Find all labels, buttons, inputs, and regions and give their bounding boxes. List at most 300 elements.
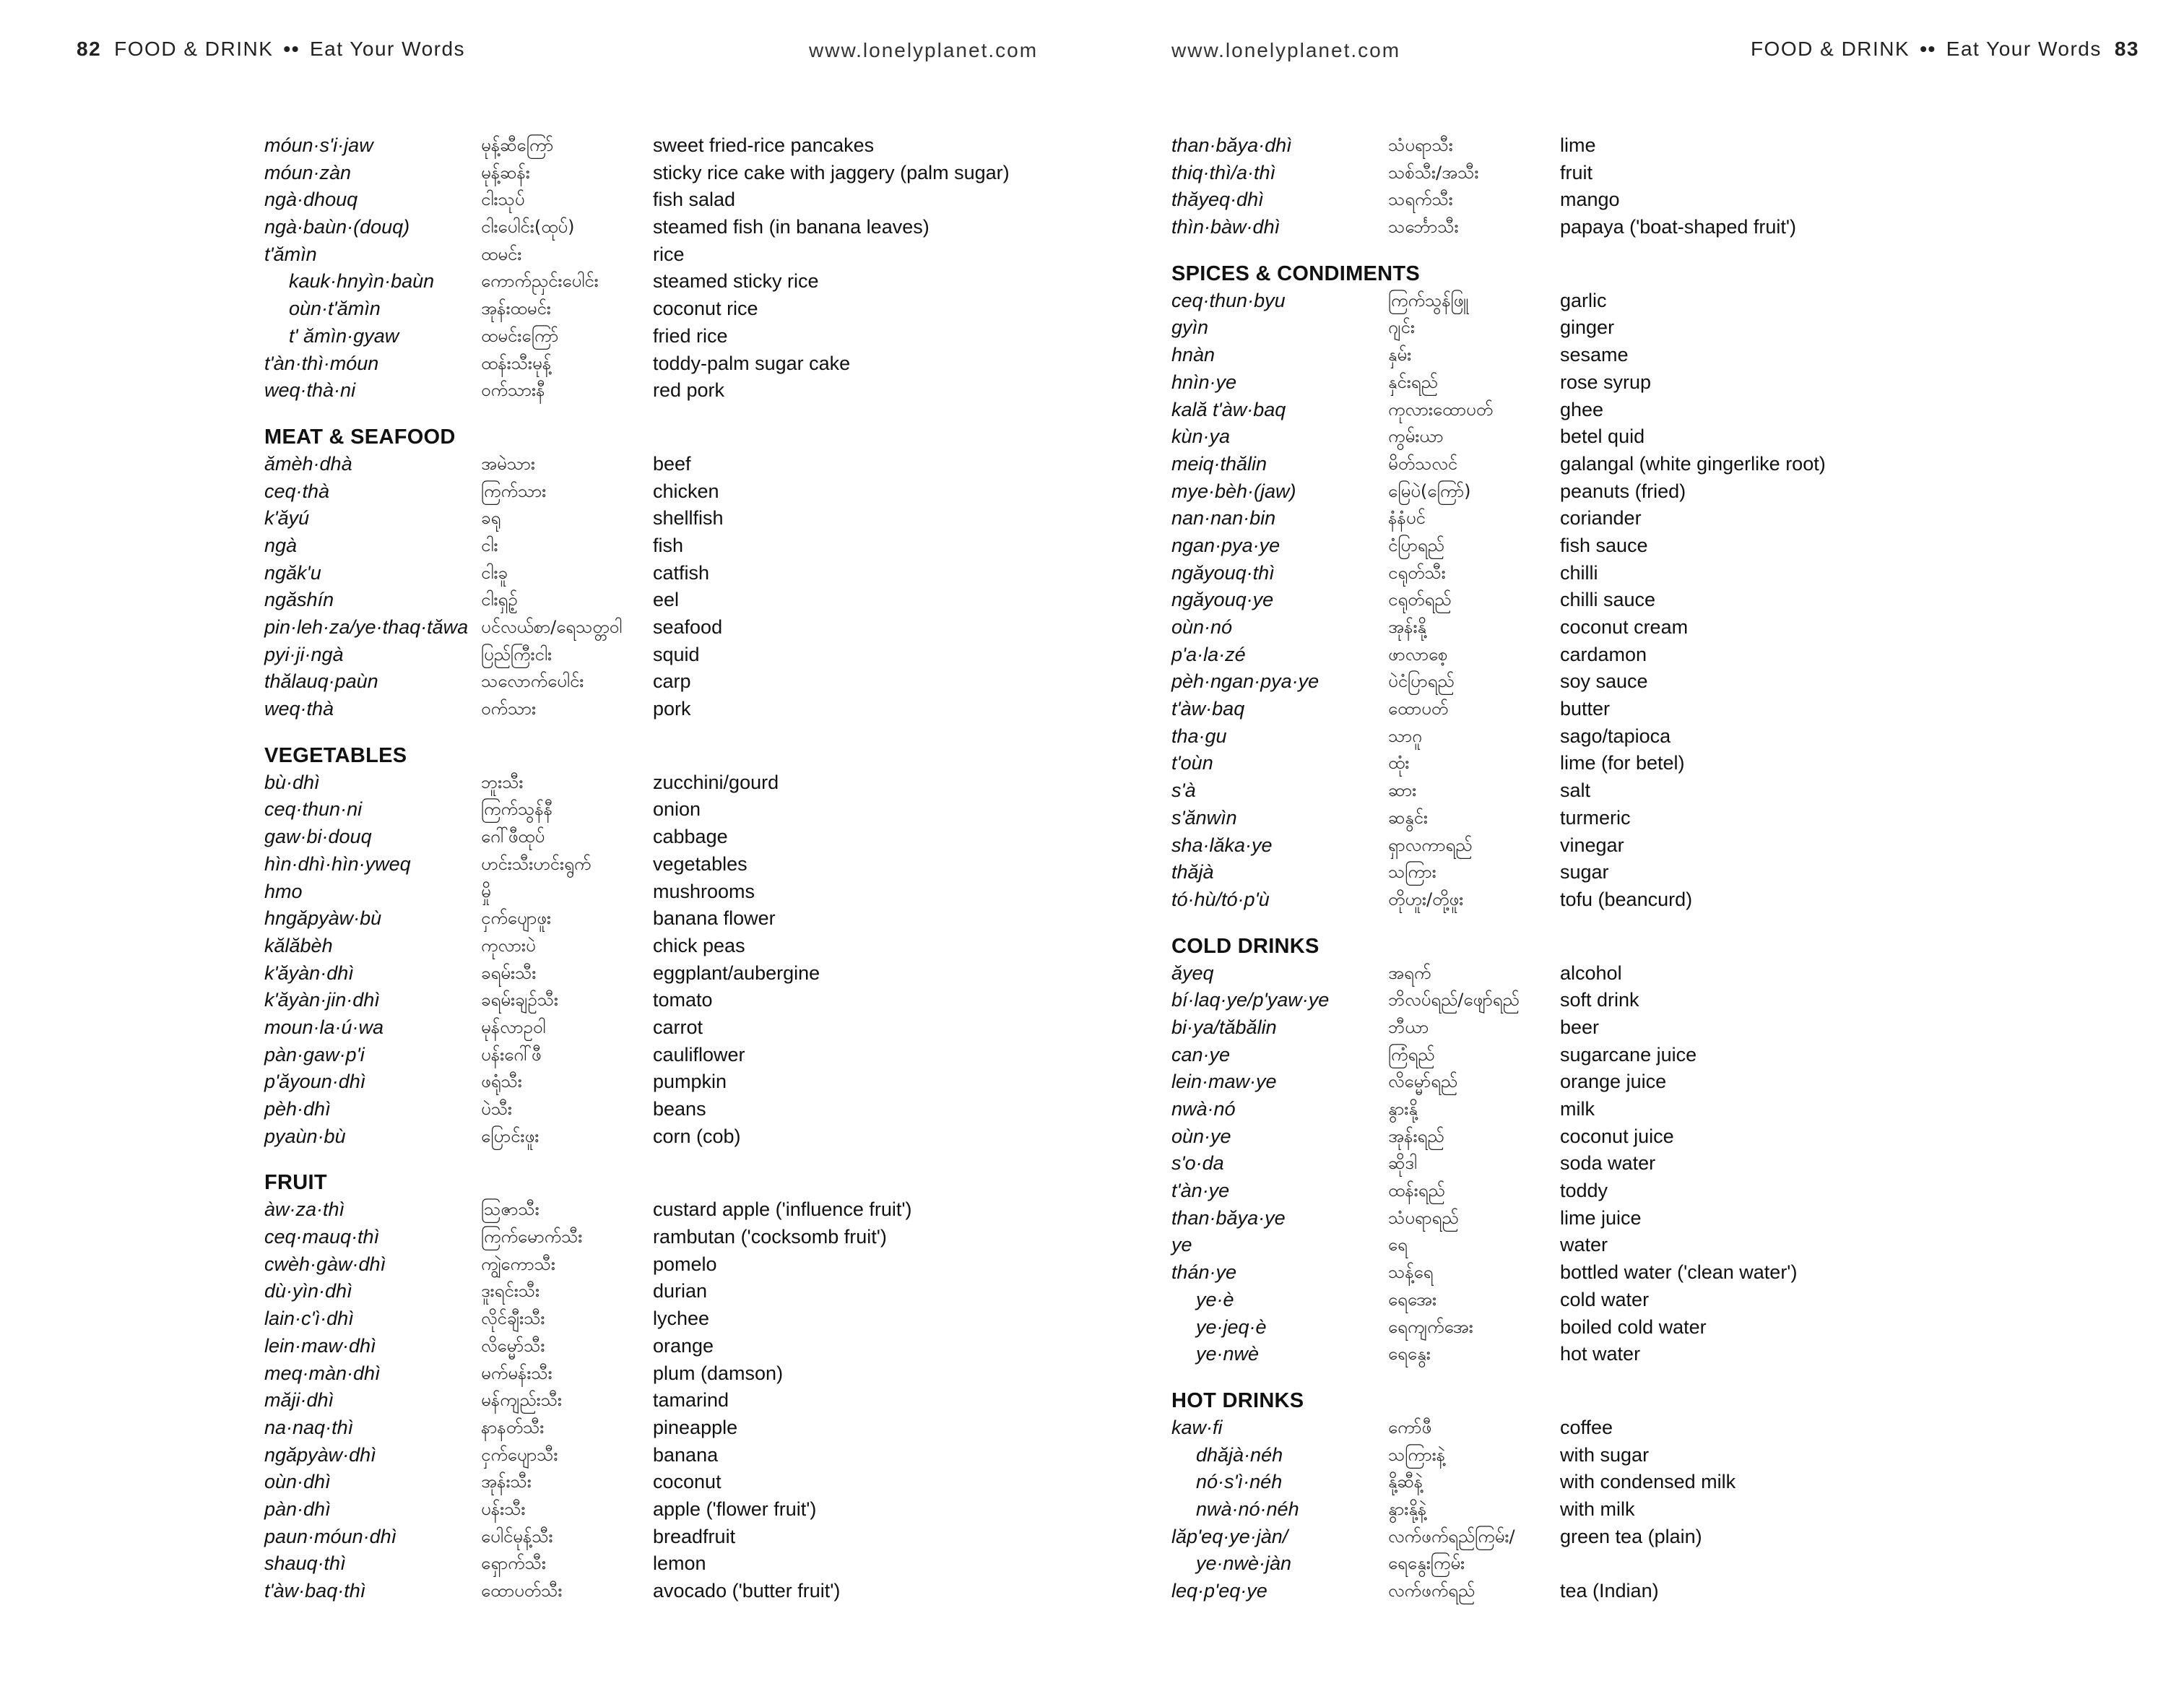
transliteration: cwèh·gàw·dhì: [264, 1253, 386, 1275]
transliteration: thìn·bàw·dhì: [1171, 216, 1280, 238]
burmese-script: မန်ကျည်းသီး: [481, 1390, 563, 1411]
english-meaning: sesame: [1560, 344, 1629, 366]
english-meaning: coriander: [1560, 507, 1642, 530]
transliteration: k'ăyú: [264, 507, 310, 530]
burmese-script: ပဲငံပြာရည်: [1388, 671, 1455, 692]
glossary-entry: [264, 451, 1044, 478]
glossary-entry: [264, 505, 1044, 532]
english-meaning: rose syrup: [1560, 371, 1652, 393]
glossary-entry: [264, 1469, 1044, 1496]
transliteration: pin·leh·za/ye·thaq·tăwa: [264, 616, 469, 638]
glossary-entry: [264, 1550, 1044, 1578]
transliteration: s'à: [1171, 779, 1196, 802]
english-meaning: mushrooms: [653, 880, 755, 902]
glossary-entry: [1171, 1314, 1951, 1341]
glossary-entry: [264, 1014, 1044, 1042]
english-meaning: chilli: [1560, 561, 1598, 584]
english-meaning: banana: [653, 1443, 719, 1466]
english-meaning: sticky rice cake with jaggery (palm sugar): [653, 161, 1010, 183]
burmese-script: သြဇာသီး: [481, 1199, 540, 1220]
transliteration: can·ye: [1171, 1043, 1231, 1066]
english-meaning: cold water: [1560, 1288, 1650, 1310]
glossary-entry: [1171, 1123, 1951, 1151]
glossary-entry: [1171, 1177, 1951, 1205]
section-heading: MEAT & SEAFOOD: [264, 425, 456, 449]
glossary-entry: [1171, 186, 1951, 214]
english-meaning: water: [1560, 1234, 1608, 1256]
glossary-entry: [1171, 1550, 1951, 1578]
burmese-script: သာဂူ: [1388, 725, 1422, 746]
transliteration: măji·dhì: [264, 1389, 334, 1412]
transliteration: bù·dhì: [264, 771, 320, 793]
english-meaning: eel: [653, 589, 680, 611]
english-meaning: tomato: [653, 989, 713, 1011]
glossary-entry: [1171, 423, 1951, 451]
english-meaning: pineapple: [653, 1416, 738, 1438]
transliteration: lein·maw·dhì: [264, 1334, 376, 1357]
english-meaning: carp: [653, 670, 691, 693]
transliteration: ngà·baùn·(douq): [264, 216, 410, 238]
glossary-entry: [1171, 1578, 1951, 1605]
burmese-script: မုန့်ဆန်း: [481, 162, 530, 183]
burmese-script: အုန်းရည်: [1388, 1125, 1444, 1146]
english-meaning: coconut cream: [1560, 616, 1689, 638]
burmese-script: မုန်လာဥဝါ: [481, 1016, 546, 1037]
transliteration: ceq·thun·byu: [1171, 289, 1286, 311]
english-meaning: durian: [653, 1280, 708, 1302]
glossary-entry: [1171, 832, 1951, 860]
burmese-script: လိမ္မော်ရည်: [1388, 1071, 1458, 1092]
glossary-entry: [1171, 314, 1951, 342]
english-meaning: soft drink: [1560, 989, 1639, 1011]
transliteration: lein·maw·ye: [1171, 1071, 1277, 1093]
glossary-entry: [1171, 1341, 1951, 1368]
transliteration: thălauq·paùn: [264, 670, 378, 693]
english-meaning: coconut juice: [1560, 1125, 1674, 1147]
english-meaning: carrot: [653, 1016, 703, 1038]
glossary-entry: [1171, 777, 1951, 805]
english-meaning: tea (Indian): [1560, 1580, 1659, 1602]
glossary-entry: [1171, 614, 1951, 641]
burmese-script: ပြည်ကြီးငါး: [481, 644, 552, 665]
english-meaning: banana flower: [653, 907, 776, 930]
glossary-entry: [1171, 288, 1951, 315]
english-meaning: fish: [653, 534, 684, 556]
english-meaning: beans: [653, 1098, 706, 1120]
english-meaning: pork: [653, 698, 691, 720]
english-meaning: plum (damson): [653, 1362, 784, 1384]
transliteration: t' ămìn·gyaw: [289, 324, 399, 347]
glossary-entry: [264, 796, 1044, 824]
burmese-script: ကြက်မောက်သီး: [481, 1227, 583, 1248]
english-meaning: toddy: [1560, 1180, 1608, 1202]
english-meaning: vinegar: [1560, 834, 1624, 856]
right-subsection-title: Eat Your Words: [1946, 38, 2102, 60]
english-meaning: zucchini/gourd: [653, 771, 779, 793]
glossary-entry: [264, 1278, 1044, 1305]
english-meaning: beer: [1560, 1016, 1600, 1038]
glossary-entry: [1171, 1232, 1951, 1259]
english-meaning: salt: [1560, 779, 1591, 802]
left-page-glossary: [264, 132, 1044, 1605]
english-meaning: sugarcane juice: [1560, 1043, 1697, 1066]
english-meaning: bottled water ('clean water'): [1560, 1261, 1798, 1284]
burmese-script: ငါးခူ: [481, 562, 508, 583]
transliteration: hìn·dhì·hìn·yweq: [264, 852, 411, 875]
glossary-entry: [264, 668, 1044, 696]
glossary-entry: [1171, 1287, 1951, 1314]
transliteration: ngà: [264, 534, 298, 556]
burmese-script: ပင်လယ်စာ/ရေသတ္တဝါ: [481, 617, 623, 637]
glossary-entry: [264, 350, 1044, 378]
transliteration: pèh·dhì: [264, 1098, 331, 1120]
burmese-script: ဂေါ်ဖီထုပ်: [481, 826, 545, 847]
transliteration: nwà·nó: [1171, 1098, 1236, 1120]
transliteration: ngan·pya·ye: [1171, 534, 1280, 556]
transliteration: kauk·hnyìn·baùn: [289, 270, 435, 293]
glossary-entry: [1171, 1442, 1951, 1469]
transliteration: hnàn: [1171, 344, 1216, 366]
burmese-script: နံနံပင်: [1388, 508, 1426, 529]
transliteration: dù·yìn·dhì: [264, 1280, 352, 1302]
transliteration: hnìn·ye: [1171, 371, 1237, 393]
transliteration: than·băya·dhì: [1171, 134, 1292, 156]
english-meaning: avocado ('butter fruit'): [653, 1580, 841, 1602]
english-meaning: soda water: [1560, 1152, 1656, 1175]
english-meaning: chicken: [653, 480, 719, 502]
burmese-script: ထုံး: [1388, 753, 1410, 774]
transliteration: t'àn·thì·móun: [264, 352, 379, 374]
glossary-entry: [1171, 532, 1951, 560]
section-cold-drinks: [1171, 933, 1951, 1368]
transliteration: ceq·thà: [264, 480, 330, 502]
transliteration: nó·s'ì·néh: [1196, 1471, 1283, 1493]
burmese-script: နှမ်း: [1388, 345, 1412, 366]
transliteration: pyi·ji·ngà: [264, 643, 344, 665]
right-page-header: [1751, 38, 2139, 61]
burmese-script: သကြား: [1388, 862, 1436, 883]
transliteration: paun·móun·dhì: [264, 1525, 397, 1547]
english-meaning: with condensed milk: [1560, 1471, 1736, 1493]
burmese-script: နွားနို့: [1388, 1099, 1418, 1119]
transliteration: kaw·fi: [1171, 1416, 1223, 1438]
burmese-script: ပြောင်းဖူး: [481, 1125, 540, 1146]
glossary-entry: [264, 241, 1044, 269]
english-meaning: betel quid: [1560, 425, 1645, 448]
glossary-entry: [1171, 478, 1951, 506]
english-meaning: orange: [653, 1334, 714, 1357]
burmese-script: ဆနွင်း: [1388, 807, 1429, 828]
english-meaning: galangal (white gingerlike root): [1560, 452, 1826, 475]
english-meaning: steamed fish (in banana leaves): [653, 216, 930, 238]
burmese-script: ငါးပေါင်း(ထုပ်): [481, 217, 575, 238]
burmese-script: အရက်: [1388, 962, 1431, 983]
glossary-entry: [1171, 641, 1951, 669]
burmese-script: ဒူးရင်းသီး: [481, 1281, 540, 1302]
section-heading: FRUIT: [264, 1171, 327, 1195]
transliteration: meq·màn·dhì: [264, 1362, 381, 1384]
transliteration: s'o·da: [1171, 1152, 1224, 1175]
burmese-script: ကော်ဖီ: [1388, 1417, 1432, 1438]
burmese-script: ရေနွေး: [1388, 1344, 1431, 1365]
burmese-script: ထန်းရည်: [1388, 1180, 1445, 1201]
english-meaning: tofu (beancurd): [1560, 888, 1693, 910]
transliteration: thiq·thì/a·thì: [1171, 161, 1276, 183]
glossary-entry: [264, 160, 1044, 187]
transliteration: ngăk'u: [264, 561, 321, 584]
glossary-entry: [264, 1042, 1044, 1069]
burmese-script: ငါး: [481, 535, 498, 556]
transliteration: nan·nan·bin: [1171, 507, 1276, 530]
transliteration: hmo: [264, 880, 303, 902]
glossary-entry: [264, 1096, 1044, 1123]
left-header-separator: ••: [283, 38, 300, 60]
burmese-script: ဘီယာ: [1388, 1016, 1429, 1037]
english-meaning: lemon: [653, 1552, 706, 1575]
glossary-entry: [1171, 987, 1951, 1014]
transliteration: kùn·ya: [1171, 425, 1231, 448]
glossary-entry: [1171, 214, 1951, 241]
transliteration: leq·p'eq·ye: [1171, 1580, 1268, 1602]
glossary-entry: [264, 878, 1044, 906]
burmese-script: ဆိုဒါ: [1388, 1153, 1417, 1174]
burmese-script: ပန်းဂေါ်ဖီ: [481, 1044, 542, 1065]
glossary-entry: [264, 1305, 1044, 1333]
left-section-title: FOOD & DRINK: [114, 38, 274, 60]
burmese-script: ဝက်သားနီ: [481, 380, 545, 401]
transliteration: weq·thà: [264, 698, 334, 720]
english-meaning: peanuts (fried): [1560, 480, 1686, 502]
transliteration: ăyeq: [1171, 962, 1214, 984]
transliteration: móun·s'i·jaw: [264, 134, 373, 156]
english-meaning: custard apple ('influence fruit'): [653, 1198, 912, 1221]
burmese-script: ထမင်းကြော်: [481, 325, 559, 346]
burmese-script: အုန်းထမင်း: [481, 298, 551, 319]
english-meaning: toddy-palm sugar cake: [653, 352, 851, 374]
glossary-entry: [264, 1496, 1044, 1524]
english-meaning: sago/tapioca: [1560, 725, 1671, 747]
transliteration: ămèh·dhà: [264, 452, 352, 475]
glossary-entry: [264, 987, 1044, 1014]
burmese-script: ကုလားထောပတ်: [1388, 399, 1494, 420]
english-meaning: mango: [1560, 189, 1620, 211]
english-meaning: lime (for betel): [1560, 752, 1685, 774]
glossary-entry: [264, 1414, 1044, 1442]
glossary-entry: [264, 1224, 1044, 1251]
burmese-script: နို့ဆီနဲ့: [1388, 1472, 1424, 1492]
english-meaning: garlic: [1560, 289, 1607, 311]
glossary-entry: [1171, 668, 1951, 696]
english-meaning: lime: [1560, 134, 1596, 156]
glossary-entry: [264, 905, 1044, 933]
transliteration: na·naq·thì: [264, 1416, 354, 1438]
transliteration: pyaùn·bù: [264, 1125, 346, 1147]
left-page-header: [77, 38, 465, 61]
burmese-script: ရေကျက်အေး: [1388, 1316, 1473, 1337]
english-meaning: coconut rice: [653, 298, 758, 320]
burmese-script: ကြံရည်: [1388, 1044, 1435, 1065]
burmese-script: သကြားနဲ့: [1388, 1444, 1446, 1465]
transliteration: thăjà: [1171, 861, 1214, 883]
glossary-entry: [1171, 1205, 1951, 1232]
english-meaning: chick peas: [653, 934, 745, 956]
burmese-script: လိုင်ချီးသီး: [481, 1308, 545, 1329]
transliteration: p'ăyoun·dhì: [264, 1071, 366, 1093]
english-meaning: fish sauce: [1560, 534, 1648, 556]
transliteration: p'a·la·zé: [1171, 643, 1246, 665]
glossary-entry: [1171, 805, 1951, 832]
transliteration: k'ăyàn·jin·dhì: [264, 989, 380, 1011]
transliteration: ceq·thun·ni: [264, 798, 363, 821]
burmese-script: ငရုတ်သီး: [1388, 562, 1446, 583]
english-meaning: lime juice: [1560, 1206, 1642, 1229]
english-meaning: tamarind: [653, 1389, 729, 1412]
burmese-script: ငှက်ပျောဖူး: [481, 908, 551, 929]
transliteration: àw·za·thì: [264, 1198, 345, 1221]
transliteration: ye·nwè: [1196, 1343, 1260, 1365]
left-subsection-title: Eat Your Words: [310, 38, 466, 60]
burmese-script: သရက်သီး: [1388, 189, 1453, 210]
glossary-entry: [1171, 1014, 1951, 1042]
transliteration: pèh·ngan·pya·ye: [1171, 670, 1320, 693]
english-meaning: corn (cob): [653, 1125, 741, 1147]
english-meaning: rambutan ('cocksomb fruit'): [653, 1226, 887, 1248]
english-meaning: green tea (plain): [1560, 1525, 1702, 1547]
transliteration: mye·bèh·(jaw): [1171, 480, 1296, 502]
glossary-entry: [264, 295, 1044, 323]
english-meaning: alcohol: [1560, 962, 1622, 984]
section-heading: COLD DRINKS: [1171, 934, 1320, 958]
glossary-entry: [1171, 1259, 1951, 1287]
section-spices-condiments: [1171, 260, 1951, 914]
burmese-script: ကြက်သွန်နီ: [481, 799, 553, 820]
english-meaning: ghee: [1560, 398, 1604, 420]
english-meaning: fish salad: [653, 189, 736, 211]
burmese-script: ရှောက်သီး: [481, 1553, 546, 1574]
transliteration: oùn·ye: [1171, 1125, 1231, 1147]
glossary-entry: [264, 614, 1044, 641]
glossary-entry: [1171, 1150, 1951, 1177]
transliteration: dhăjà·néh: [1196, 1443, 1283, 1466]
glossary-entry: [1171, 132, 1951, 160]
burmese-script: ငရုတ်ရည်: [1388, 589, 1452, 610]
transliteration: shauq·thì: [264, 1552, 346, 1575]
transliteration: kălăbèh: [264, 934, 333, 956]
burmese-script: ခရမ်းသီး: [481, 962, 537, 983]
burmese-script: ဖရုံသီး: [481, 1071, 522, 1092]
glossary-entry: [264, 769, 1044, 797]
burmese-script: အမဲသား: [481, 453, 535, 474]
glossary-entry: [1171, 859, 1951, 886]
glossary-entry: [264, 1524, 1044, 1551]
glossary-entry: [264, 960, 1044, 988]
glossary-entry: [264, 1387, 1044, 1414]
glossary-entry: [264, 587, 1044, 614]
transliteration: lain·c'ì·dhì: [264, 1308, 354, 1330]
transliteration: gaw·bi·douq: [264, 826, 372, 848]
section-fruit: [264, 1169, 1044, 1604]
transliteration: t'ămìn: [264, 243, 317, 265]
transliteration: k'ăyàn·dhì: [264, 962, 354, 984]
burmese-script: ပေါင်မုန့်သီး: [481, 1526, 553, 1547]
burmese-script: မုန့်ဆီကြော်: [481, 135, 554, 155]
english-meaning: orange juice: [1560, 1071, 1667, 1093]
glossary-entry: [264, 323, 1044, 350]
burmese-script: အုန်းနို့: [1388, 617, 1426, 637]
transliteration: ngăshín: [264, 589, 334, 611]
english-meaning: vegetables: [653, 852, 748, 875]
transliteration: kală t'àw·baq: [1171, 398, 1286, 420]
glossary-entry: [1171, 1414, 1951, 1442]
right-section-title: FOOD & DRINK: [1750, 38, 1910, 60]
burmese-script: အုန်းသီး: [481, 1472, 532, 1492]
transliteration: hngăpyàw·bù: [264, 907, 382, 930]
english-meaning: cardamon: [1560, 643, 1647, 665]
english-meaning: rice: [653, 243, 685, 265]
burmese-script: ဝက်သား: [481, 699, 537, 719]
english-meaning: turmeric: [1560, 806, 1631, 829]
burmese-script: ဟင်းသီးဟင်းရွက်: [481, 853, 592, 874]
english-meaning: coconut: [653, 1471, 722, 1493]
right-page-url: www.lonelyplanet.com: [1171, 39, 1401, 61]
section-heading: SPICES & CONDIMENTS: [1171, 262, 1421, 285]
transliteration: oùn·t'ămìn: [289, 298, 381, 320]
english-meaning: beef: [653, 452, 691, 475]
burmese-script: ခရမ်းချဉ်သီး: [481, 990, 558, 1011]
transliteration: gyìn: [1171, 316, 1209, 339]
burmese-script: ငါးသုပ်: [481, 189, 525, 210]
transliteration: bí·laq·ye/p'yaw·ye: [1171, 989, 1330, 1011]
burmese-script: ဂျင်း: [1388, 317, 1415, 338]
glossary-entry: [264, 186, 1044, 214]
english-meaning: fruit: [1560, 161, 1593, 183]
english-meaning: seafood: [653, 616, 723, 638]
transliteration: thăyeq·dhì: [1171, 189, 1264, 211]
english-meaning: onion: [653, 798, 701, 821]
transliteration: ngăyouq·ye: [1171, 589, 1274, 611]
transliteration: moun·la·ú·wa: [264, 1016, 384, 1038]
section-vegetables: [264, 742, 1044, 1151]
english-meaning: apple ('flower fruit'): [653, 1498, 817, 1520]
english-meaning: milk: [1560, 1098, 1595, 1120]
burmese-script: ထန်းသီးမုန့်: [481, 353, 552, 373]
burmese-script: မက်မန်းသီး: [481, 1362, 552, 1383]
burmese-script: ကြက်သား: [481, 480, 547, 501]
english-meaning: coffee: [1560, 1416, 1613, 1438]
glossary-entry: [264, 851, 1044, 878]
burmese-script: ဘူးသီး: [481, 772, 524, 792]
english-meaning: steamed sticky rice: [653, 270, 819, 293]
english-meaning: red pork: [653, 379, 725, 402]
transliteration: meiq·thălin: [1171, 452, 1268, 475]
glossary-entry: [1171, 723, 1951, 751]
glossary-entry: [264, 1442, 1044, 1469]
glossary-entry: [1171, 1469, 1951, 1496]
right-page-glossary: [1171, 132, 1951, 1605]
burmese-script: ပန်းသီး: [481, 1498, 526, 1519]
transliteration: ceq·mauq·thì: [264, 1226, 380, 1248]
burmese-script: ရှာလကာရည်: [1388, 834, 1473, 855]
glossary-entry: [264, 132, 1044, 160]
glossary-entry: [264, 268, 1044, 295]
burmese-script: တိုဟူး/တို့ဖူး: [1388, 889, 1464, 909]
right-header-separator: ••: [1920, 38, 1936, 60]
section-hot-drinks: [1171, 1387, 1951, 1605]
transliteration: ngăpyàw·dhì: [264, 1443, 376, 1466]
burmese-script: လက်ဖက်ရည်: [1388, 1581, 1476, 1601]
burmese-script: လက်ဖက်ရည်ကြမ်း/: [1388, 1526, 1515, 1547]
glossary-entry: [1171, 505, 1951, 532]
